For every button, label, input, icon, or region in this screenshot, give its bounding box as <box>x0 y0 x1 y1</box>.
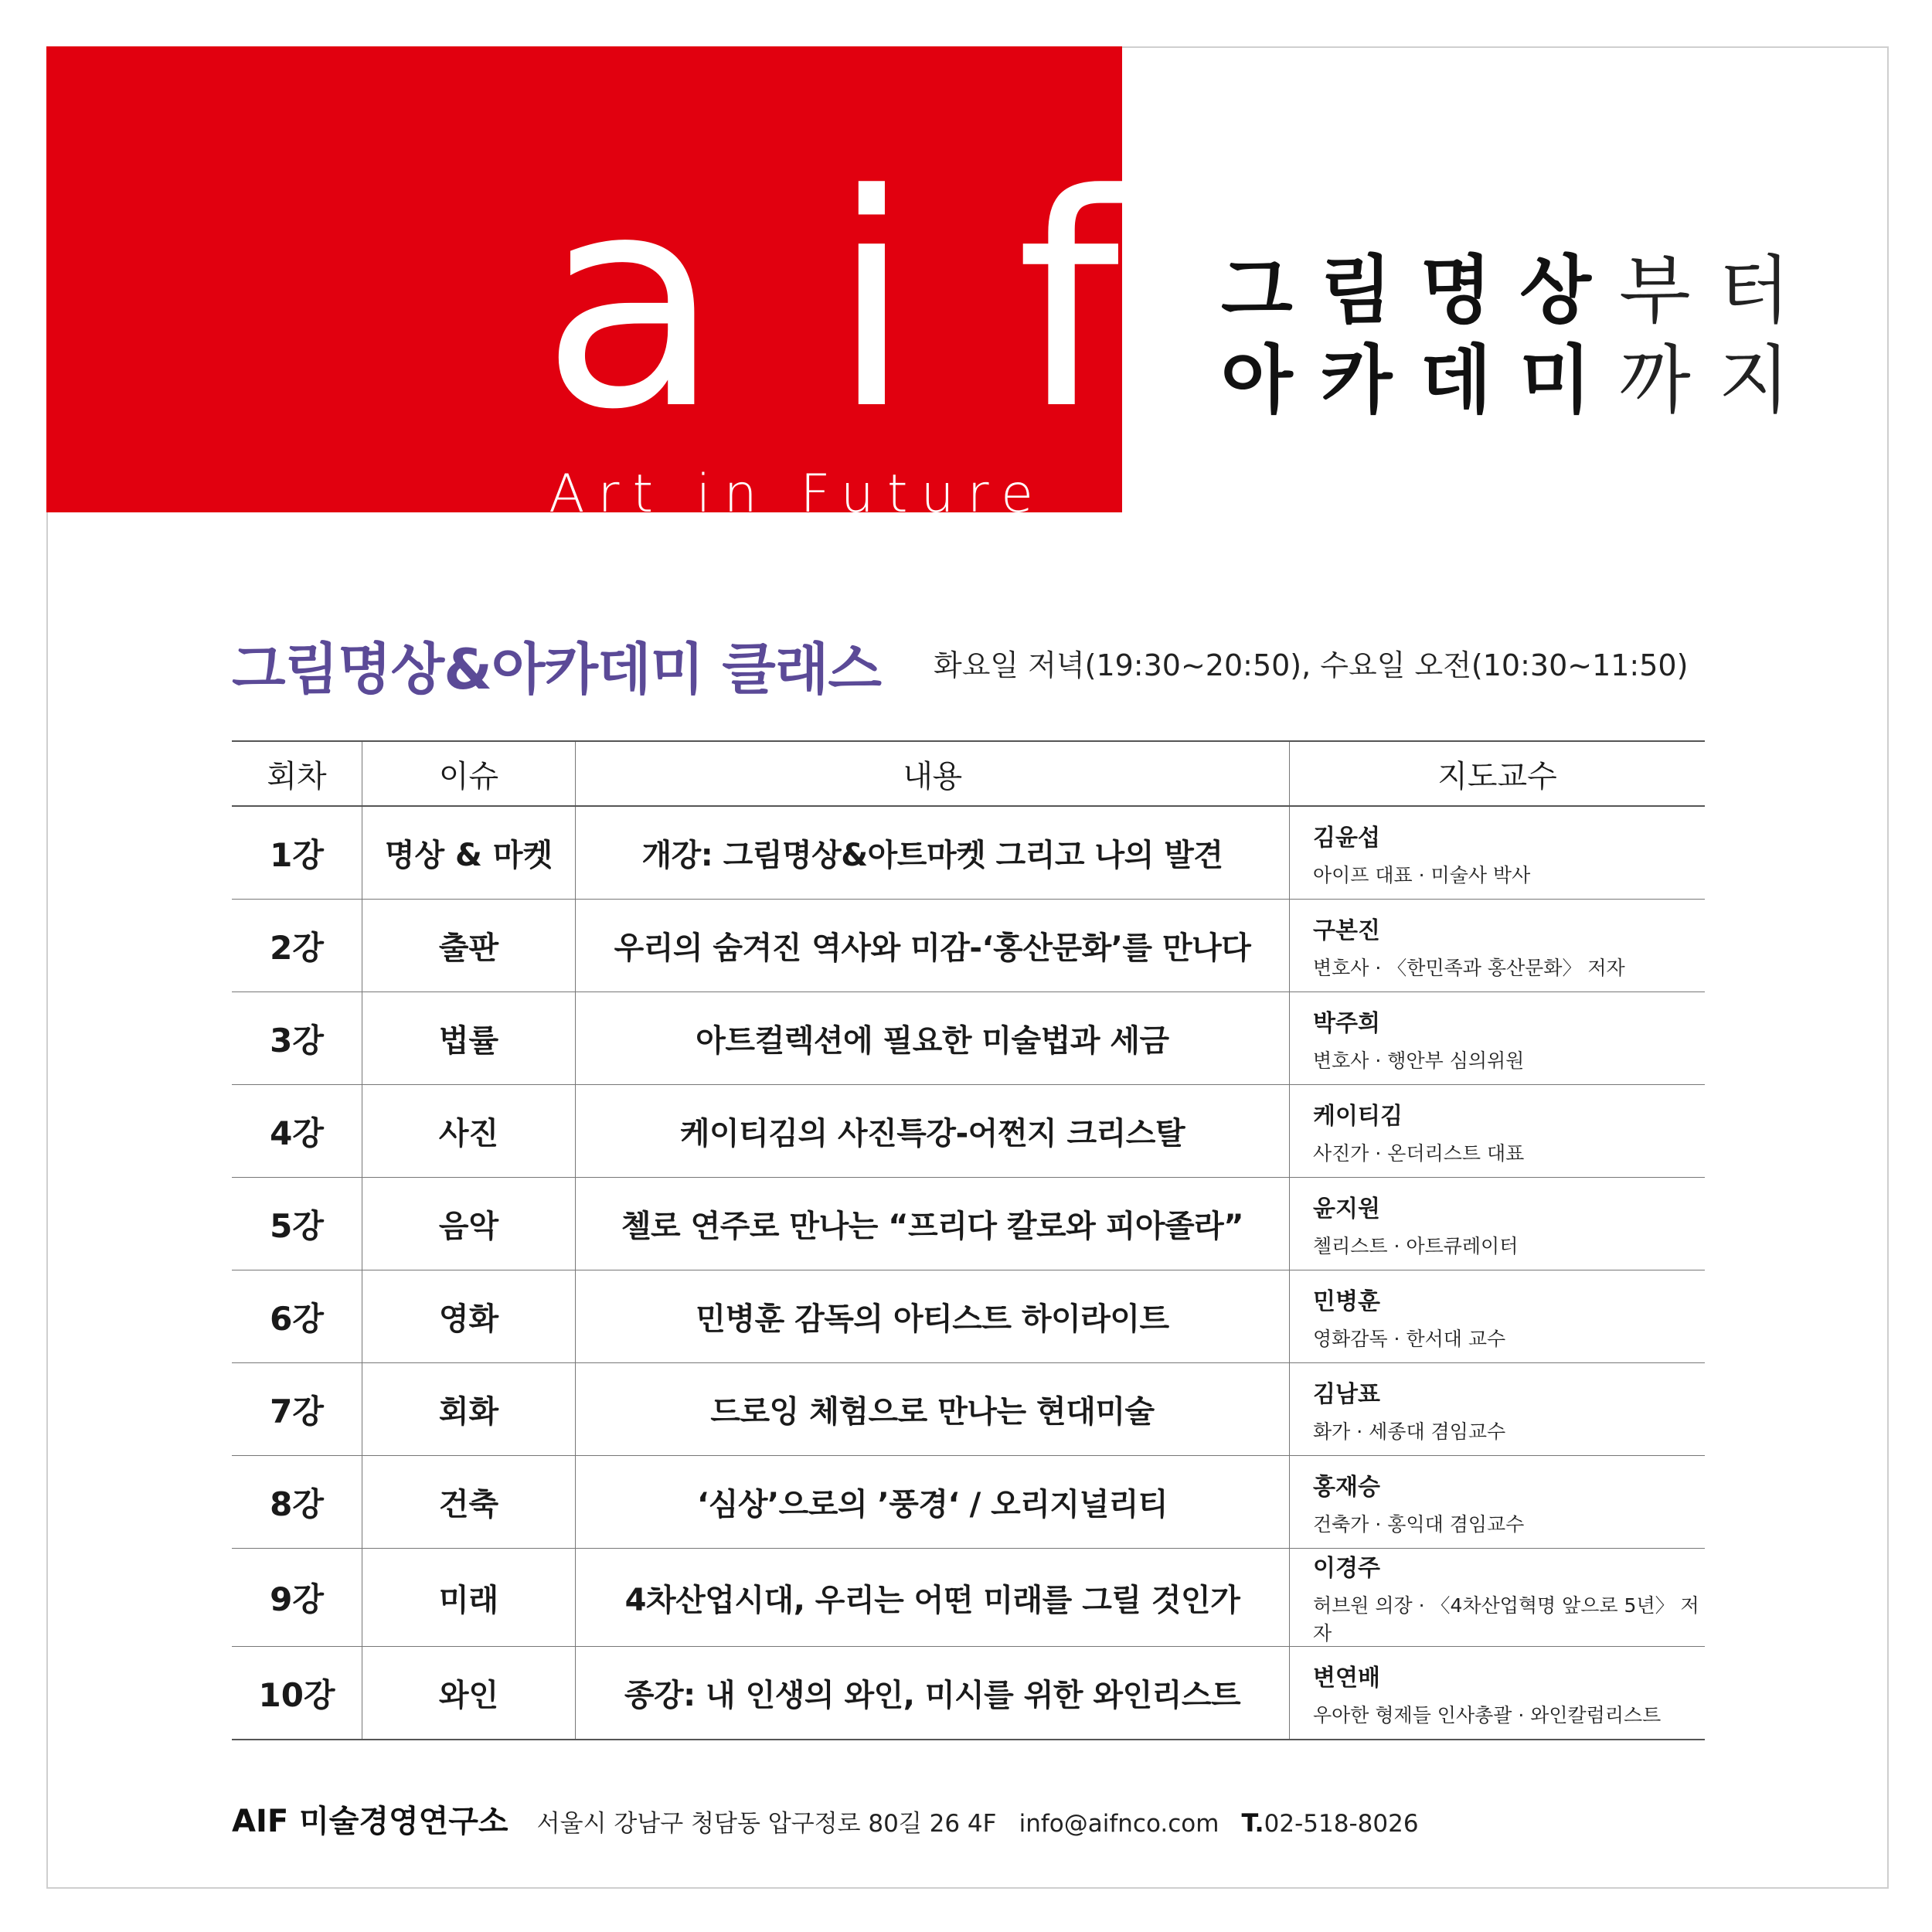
cell-content: 우리의 숨겨진 역사와 미감-‘홍산문화’를 만나다 <box>576 900 1290 992</box>
professor-description: 사진가 · 온더리스트 대표 <box>1313 1141 1525 1165</box>
class-title: 그림명상&아카데미 클래스 <box>232 637 881 702</box>
cell-professor <box>1290 1270 1706 1363</box>
slogan-line-2 <box>1221 335 1818 425</box>
table-row <box>232 806 1705 900</box>
table-row <box>232 900 1705 992</box>
professor-description: 허브원 의장 · 〈4차산업혁명 앞으로 5년〉 저자 <box>1313 1594 1699 1645</box>
cell-professor <box>1290 1178 1706 1270</box>
cell-content: 개강: 그림명상&아트마켓 그리고 나의 발견 <box>576 806 1290 900</box>
professor-description: 첼리스트 · 아트큐레이터 <box>1313 1234 1519 1257</box>
cell-content: 드로잉 체험으로 만나는 현대미술 <box>576 1363 1290 1456</box>
cell-content: 케이티김의 사진특강-어쩐지 크리스탈 <box>576 1085 1290 1178</box>
table-row <box>232 1270 1705 1363</box>
footer-org: AIF 미술경영연구소 <box>232 1804 509 1839</box>
professor-name: 홍재승 <box>1313 1473 1380 1501</box>
cell-professor <box>1290 1363 1706 1456</box>
logo-letter-i: i <box>831 131 913 474</box>
table-row <box>232 1647 1705 1740</box>
footer-address: 서울시 강남구 청담동 압구정로 80길 26 4F <box>536 1810 997 1838</box>
professor-description: 변호사 · 〈한민족과 홍산문화〉 저자 <box>1313 956 1625 979</box>
table-row <box>232 1363 1705 1456</box>
professor-description: 화가 · 세종대 겸임교수 <box>1313 1420 1506 1443</box>
professor-name: 케이티김 <box>1313 1102 1403 1130</box>
logo-tagline: Art in Future <box>549 464 1046 512</box>
cell-round: 10강 <box>232 1647 362 1740</box>
logo-letter-a: a <box>541 131 721 474</box>
schedule-table <box>232 740 1705 1740</box>
cell-round: 1강 <box>232 806 362 900</box>
header-round: 회차 <box>232 741 362 806</box>
cell-issue: 건축 <box>362 1456 576 1549</box>
cell-issue: 사진 <box>362 1085 576 1178</box>
header-issue: 이슈 <box>362 741 576 806</box>
cell-content: ‘심상’으로의 ’풍경‘ / 오리지널리티 <box>576 1456 1290 1549</box>
footer-tel: 02-518-8026 <box>1264 1810 1419 1838</box>
table-row <box>232 1456 1705 1549</box>
cell-professor <box>1290 992 1706 1085</box>
cell-round: 9강 <box>232 1549 362 1647</box>
footer <box>232 1797 1419 1841</box>
professor-name: 김남표 <box>1313 1380 1380 1408</box>
table-row <box>232 1178 1705 1270</box>
professor-description: 우아한 형제들 인사총괄 · 와인칼럼리스트 <box>1313 1703 1662 1726</box>
professor-name: 윤지원 <box>1313 1195 1380 1223</box>
slogan-line-1-strong: 그림명상 <box>1221 247 1619 334</box>
professor-description: 영화감독 · 한서대 교수 <box>1313 1327 1506 1350</box>
cell-professor <box>1290 1549 1706 1647</box>
cell-round: 2강 <box>232 900 362 992</box>
professor-name: 박주희 <box>1313 1009 1380 1037</box>
cell-issue: 영화 <box>362 1270 576 1363</box>
footer-email: info@aifnco.com <box>1019 1810 1219 1838</box>
cell-round: 3강 <box>232 992 362 1085</box>
class-schedule: 화요일 저녁(19:30~20:50), 수요일 오전(10:30~11:50) <box>934 648 1689 682</box>
logo-block <box>46 46 1122 512</box>
header-professor: 지도교수 <box>1290 741 1706 806</box>
slogan <box>1221 246 1818 425</box>
cell-issue: 음악 <box>362 1178 576 1270</box>
cell-professor <box>1290 1647 1706 1740</box>
cell-content: 4차산업시대, 우리는 어떤 미래를 그릴 것인가 <box>576 1549 1290 1647</box>
cell-professor <box>1290 1456 1706 1549</box>
table-row <box>232 1085 1705 1178</box>
cell-issue: 출판 <box>362 900 576 992</box>
cell-round: 6강 <box>232 1270 362 1363</box>
cell-professor <box>1290 1085 1706 1178</box>
professor-description: 건축가 · 홍익대 겸임교수 <box>1313 1512 1525 1536</box>
cell-professor <box>1290 900 1706 992</box>
cell-issue: 법률 <box>362 992 576 1085</box>
cell-content: 첼로 연주로 만나는 “프리다 칼로와 피아졸라” <box>576 1178 1290 1270</box>
cell-round: 7강 <box>232 1363 362 1456</box>
cell-content: 민병훈 감독의 아티스트 하이라이트 <box>576 1270 1290 1363</box>
professor-name: 변연배 <box>1313 1664 1380 1692</box>
table-header-row <box>232 741 1705 806</box>
cell-issue: 미래 <box>362 1549 576 1647</box>
slogan-line-1 <box>1221 246 1818 335</box>
professor-name: 김윤섭 <box>1313 824 1380 852</box>
slogan-line-1-light: 부터 <box>1618 247 1818 334</box>
footer-tel-prefix: T. <box>1241 1808 1264 1838</box>
table-row <box>232 992 1705 1085</box>
table-row <box>232 1549 1705 1647</box>
cell-content: 종강: 내 인생의 와인, 미시를 위한 와인리스트 <box>576 1647 1290 1740</box>
header-content: 내용 <box>576 741 1290 806</box>
cell-round: 5강 <box>232 1178 362 1270</box>
professor-name: 민병훈 <box>1313 1287 1380 1315</box>
cell-issue: 회화 <box>362 1363 576 1456</box>
professor-name: 구본진 <box>1313 917 1380 944</box>
slogan-line-2-strong: 아카데미 <box>1221 337 1619 423</box>
cell-issue: 와인 <box>362 1647 576 1740</box>
cell-round: 8강 <box>232 1456 362 1549</box>
cell-round: 4강 <box>232 1085 362 1178</box>
slogan-line-2-light: 까지 <box>1618 337 1818 423</box>
professor-name: 이경주 <box>1313 1555 1380 1582</box>
professor-description: 변호사 · 행안부 심의위원 <box>1313 1049 1525 1072</box>
cell-content: 아트컬렉션에 필요한 미술법과 세금 <box>576 992 1290 1085</box>
professor-description: 아이프 대표 · 미술사 박사 <box>1313 863 1531 886</box>
cell-professor <box>1290 806 1706 900</box>
cell-issue: 명상 & 마켓 <box>362 806 576 900</box>
logo-letter-f: f <box>1016 131 1120 474</box>
